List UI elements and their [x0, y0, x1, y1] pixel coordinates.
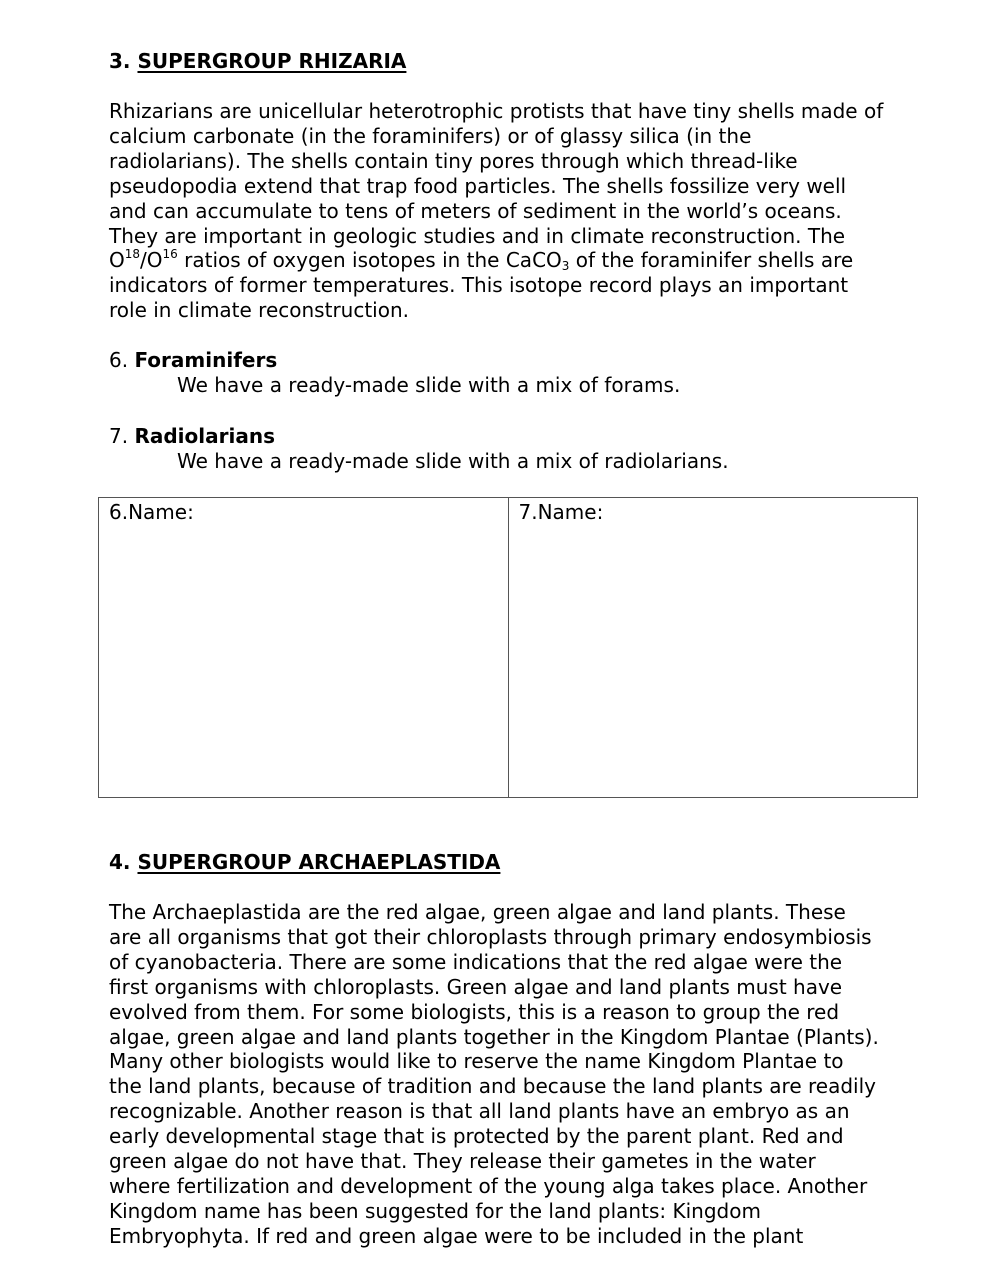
- section-3-heading: [109, 49, 406, 74]
- paragraph-line: indicators of former temperatures. This isotope record plays an important: [109, 273, 849, 298]
- paragraph-line: evolved from them. For some biologists, this is a reason to group the red: [109, 999, 840, 1024]
- paragraph-line: Kingdom name has been suggested for the land plants: Kingdom: [109, 1198, 761, 1223]
- paragraph-line: green algae do not have that. They release their gametes in the water: [109, 1149, 816, 1174]
- item-radiolarians-description: We have a ready-made slide with a mix of radiolarians.: [177, 449, 729, 473]
- item-foraminifers-name: Foraminifers: [134, 348, 278, 372]
- paragraph-line: Rhizarians are unicellular heterotrophic protists that have tiny shells made of: [109, 99, 884, 123]
- paragraph-line: early developmental stage that is protected by the parent plant. Red and: [109, 1124, 844, 1149]
- section-3-paragraph: [109, 99, 929, 323]
- paragraph-line: algae, green algae and land plants together in the Kingdom Plantae (Plants).: [109, 1024, 879, 1049]
- paragraph-line: radiolarians). The shells contain tiny pores through which thread-like: [109, 148, 798, 173]
- answer-cell-7[interactable]: [508, 498, 918, 798]
- section-4-paragraph: [109, 900, 929, 1249]
- item-foraminifers-description: We have a ready-made slide with a mix of forams.: [177, 373, 681, 397]
- paragraph-line: are all organisms that got their chloroplasts through primary endosymbiosis: [109, 924, 872, 949]
- paragraph-line: The Archaeplastida are the red algae, green algae and land plants. These: [109, 900, 846, 924]
- item-radiolarians-heading: 7. Radiolarians: [109, 424, 275, 448]
- paragraph-line: Many other biologists would like to reserve the name Kingdom Plantae to: [109, 1049, 844, 1074]
- section-3-number: 3.: [109, 49, 131, 73]
- paragraph-line: recognizable. Another reason is that all land plants have an embryo as an: [109, 1099, 850, 1124]
- item-radiolarians-name: Radiolarians: [134, 424, 275, 448]
- paragraph-line: of cyanobacteria. There are some indications that the red algae were the: [109, 949, 843, 974]
- paragraph-line: role in climate reconstruction.: [109, 298, 409, 323]
- paragraph-line: where fertilization and development of the young alga takes place. Another: [109, 1173, 868, 1198]
- paragraph-line: Embryophyta. If red and green algae were to be included in the plant: [109, 1223, 804, 1248]
- paragraph-line: first organisms with chloroplasts. Green algae and land plants must have: [109, 974, 843, 999]
- paragraph-line: They are important in geologic studies and in climate reconstruction. The: [109, 223, 846, 248]
- paragraph-line: calcium carbonate (in the foraminifers) or of glassy silica (in the: [109, 123, 752, 148]
- paragraph-line: pseudopodia extend that trap food particles. The shells fossilize very well: [109, 173, 847, 198]
- section-4-number: 4.: [109, 850, 131, 874]
- section-4-heading: [109, 850, 500, 875]
- answer-table: [98, 497, 918, 798]
- answer-cell-6-label: 6.Name:: [109, 500, 194, 524]
- item-foraminifers-heading: 6. Foraminifers: [109, 348, 278, 372]
- isotope-line: $O^{18}/O^{16}$ ratios of oxygen isotopes in the CaCO$_3$ of the foraminifer shells are: [109, 247, 854, 274]
- answer-cell-7-label: 7.Name:: [518, 500, 604, 524]
- section-4-title: SUPERGROUP ARCHAEPLASTIDA: [137, 850, 501, 874]
- section-3-title: SUPERGROUP RHIZARIA: [137, 49, 407, 73]
- answer-cell-6[interactable]: [99, 498, 509, 798]
- paragraph-line: the land plants, because of tradition and because the land plants are readily: [109, 1074, 876, 1099]
- paragraph-line: and can accumulate to tens of meters of sediment in the world’s oceans.: [109, 198, 842, 223]
